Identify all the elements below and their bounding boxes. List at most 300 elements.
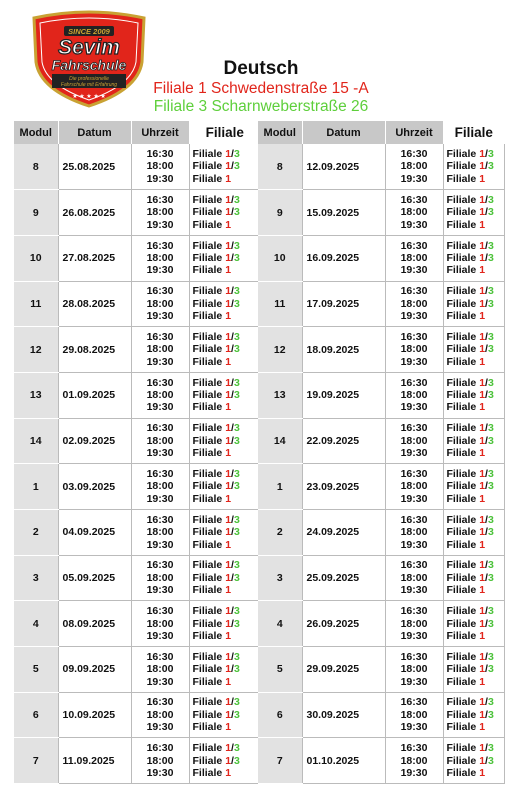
- branch-1-marker: 1: [225, 605, 232, 618]
- time-slot: 18:00: [146, 754, 174, 767]
- modul-cell: 11: [14, 281, 58, 327]
- col-header-filiale: Filiale: [189, 121, 260, 144]
- table-row: [14, 418, 260, 464]
- branch-3-marker: 3: [487, 206, 494, 219]
- datum-cell: 24.09.2025: [302, 510, 385, 556]
- branch-1-marker: 1: [225, 571, 232, 584]
- filiale-word: Filiale: [192, 629, 223, 642]
- filiale-cell: [189, 235, 260, 281]
- branch-separator: /: [485, 193, 488, 206]
- filiale-word: Filiale: [446, 754, 477, 767]
- branch-separator: /: [231, 696, 234, 709]
- time-slot: 16:30: [400, 559, 428, 572]
- filiale-word: Filiale: [446, 571, 477, 584]
- filiale-word: Filiale: [192, 754, 223, 767]
- filiale-line: [193, 377, 260, 389]
- time-slot: 18:00: [400, 708, 428, 721]
- filiale-word: Filiale: [446, 160, 477, 173]
- filiale-cell: [189, 464, 260, 510]
- filiale-line: [193, 148, 260, 160]
- branch-1-marker: 1: [225, 754, 232, 767]
- table-row: [258, 647, 504, 693]
- branch-3-marker: 3: [487, 285, 494, 298]
- filiale-word: Filiale: [446, 172, 477, 185]
- modul-cell: 14: [14, 418, 58, 464]
- time-slot: 18:00: [146, 389, 174, 402]
- filiale-word: Filiale: [192, 389, 223, 402]
- uhrzeit-cell: [385, 372, 443, 418]
- modul-cell: 9: [14, 190, 58, 236]
- filiale-word: Filiale: [192, 252, 223, 265]
- uhrzeit-cell: [385, 190, 443, 236]
- branch-3-marker: 3: [487, 389, 494, 402]
- branch-1-marker: 1: [479, 663, 486, 676]
- time-slot: 18:00: [400, 434, 428, 447]
- branch-1-marker: 1: [479, 526, 486, 539]
- filiale-line: [447, 343, 504, 355]
- sevim-fahrschule-logo: [26, 10, 152, 108]
- filiale-word: Filiale: [192, 696, 223, 709]
- branch-1-marker: 1: [225, 650, 232, 663]
- filiale-line: [447, 709, 504, 721]
- branch-1-marker: 1: [225, 492, 232, 505]
- time-slot: 19:30: [400, 264, 428, 277]
- filiale-cell: [189, 601, 260, 647]
- branch-separator: /: [485, 605, 488, 618]
- filiale-line: [447, 767, 504, 779]
- branch-3-marker: 3: [487, 708, 494, 721]
- branch-3-marker: 3: [487, 754, 494, 767]
- time-slot: 16:30: [400, 605, 428, 618]
- filiale-line: [447, 148, 504, 160]
- filiale-word: Filiale: [446, 742, 477, 755]
- filiale-cell: [189, 510, 260, 556]
- filiale-line: [447, 618, 504, 630]
- branch-3-marker: 3: [233, 526, 240, 539]
- filiale-line: [447, 310, 504, 322]
- branch-separator: /: [231, 147, 234, 160]
- uhrzeit-cell: [385, 555, 443, 601]
- branch-1-marker: 1: [225, 513, 232, 526]
- time-slot: 18:00: [146, 663, 174, 676]
- branch-1-marker: 1: [479, 571, 486, 584]
- uhrzeit-cell: [131, 510, 189, 556]
- filiale-word: Filiale: [446, 343, 477, 356]
- branch-separator: /: [485, 343, 488, 356]
- filiale-word: Filiale: [192, 650, 223, 663]
- table-row: [14, 235, 260, 281]
- time-slot: 19:30: [400, 721, 428, 734]
- filiale-word: Filiale: [446, 401, 477, 414]
- modul-cell: 12: [14, 327, 58, 373]
- filiale-word: Filiale: [446, 584, 477, 597]
- uhrzeit-cell: [131, 144, 189, 190]
- datum-cell: 08.09.2025: [58, 601, 131, 647]
- modul-cell: 4: [258, 601, 302, 647]
- branch-1-marker: 1: [225, 422, 232, 435]
- datum-cell: 29.08.2025: [58, 327, 131, 373]
- branch-separator: /: [485, 160, 488, 173]
- branch-1-marker: 1: [225, 252, 232, 265]
- table-row: [258, 510, 504, 556]
- branch-3-marker: 3: [233, 239, 240, 252]
- time-slot: 19:30: [146, 172, 174, 185]
- branch-3-marker: 3: [487, 193, 494, 206]
- time-slot: 16:30: [400, 376, 428, 389]
- branch-3-marker: 3: [487, 468, 494, 481]
- uhrzeit-cell: [385, 144, 443, 190]
- datum-cell: 28.08.2025: [58, 281, 131, 327]
- table-row: [14, 372, 260, 418]
- branch-3-marker: 3: [487, 617, 494, 630]
- time-slot: 19:30: [146, 492, 174, 505]
- time-slot: 18:00: [400, 617, 428, 630]
- filiale-word: Filiale: [446, 389, 477, 402]
- filiale-line: [193, 447, 260, 459]
- branch-3-marker: 3: [233, 285, 240, 298]
- modul-cell: 14: [258, 418, 302, 464]
- datum-cell: 04.09.2025: [58, 510, 131, 556]
- filiale-line: [193, 618, 260, 630]
- time-slot: 18:00: [146, 297, 174, 310]
- filiale-word: Filiale: [446, 650, 477, 663]
- time-slot: 19:30: [400, 584, 428, 597]
- branch-3-address: Filiale 3 Scharnweberstraße 26: [153, 98, 369, 115]
- filiale-cell: [443, 327, 504, 373]
- time-slot: 19:30: [400, 172, 428, 185]
- uhrzeit-cell: [385, 738, 443, 784]
- filiale-cell: [189, 144, 260, 190]
- branch-separator: /: [231, 160, 234, 173]
- filiale-line: [193, 206, 260, 218]
- time-slot: 18:00: [400, 206, 428, 219]
- filiale-word: Filiale: [446, 721, 477, 734]
- branch-1-marker: 1: [479, 193, 486, 206]
- filiale-line: [447, 559, 504, 571]
- datum-cell: 03.09.2025: [58, 464, 131, 510]
- branch-3-marker: 3: [487, 480, 494, 493]
- branch-1-marker: 1: [225, 696, 232, 709]
- time-slot: 18:00: [400, 343, 428, 356]
- uhrzeit-cell: [385, 692, 443, 738]
- time-slot: 16:30: [146, 239, 174, 252]
- logo-since-text: SINCE 2009: [68, 27, 110, 36]
- datum-cell: 10.09.2025: [58, 692, 131, 738]
- filiale-cell: [189, 738, 260, 784]
- branch-1-marker: 1: [225, 708, 232, 721]
- filiale-line: [193, 584, 260, 596]
- branch-separator: /: [485, 559, 488, 572]
- table-row: [14, 144, 260, 190]
- branch-1-marker: 1: [479, 252, 486, 265]
- branch-separator: /: [231, 754, 234, 767]
- branch-separator: /: [485, 297, 488, 310]
- filiale-word: Filiale: [446, 355, 477, 368]
- filiale-word: Filiale: [446, 526, 477, 539]
- branch-separator: /: [485, 663, 488, 676]
- table-row: [258, 692, 504, 738]
- time-slot: 18:00: [146, 343, 174, 356]
- branch-1-marker: 1: [225, 629, 232, 642]
- branch-1-marker: 1: [479, 675, 486, 688]
- col-header-datum: Datum: [302, 121, 385, 144]
- uhrzeit-cell: [131, 464, 189, 510]
- time-slot: 19:30: [400, 492, 428, 505]
- datum-cell: 29.09.2025: [302, 647, 385, 693]
- branch-1-marker: 1: [479, 264, 486, 277]
- modul-cell: 6: [14, 692, 58, 738]
- branch-3-marker: 3: [233, 343, 240, 356]
- filiale-word: Filiale: [192, 721, 223, 734]
- schedule-body-left: [14, 144, 260, 784]
- filiale-word: Filiale: [192, 617, 223, 630]
- branch-3-marker: 3: [233, 480, 240, 493]
- modul-cell: 8: [14, 144, 58, 190]
- filiale-line: [447, 696, 504, 708]
- filiale-word: Filiale: [446, 285, 477, 298]
- filiale-line: [447, 514, 504, 526]
- branch-1-marker: 1: [225, 538, 232, 551]
- schedule-table-left: [14, 121, 261, 784]
- branch-3-marker: 3: [233, 650, 240, 663]
- modul-cell: 8: [258, 144, 302, 190]
- filiale-line: [447, 676, 504, 688]
- branch-separator: /: [231, 389, 234, 402]
- modul-cell: 1: [258, 464, 302, 510]
- filiale-word: Filiale: [446, 330, 477, 343]
- time-slot: 18:00: [146, 160, 174, 173]
- branch-1-marker: 1: [225, 285, 232, 298]
- datum-cell: 25.08.2025: [58, 144, 131, 190]
- time-slot: 18:00: [400, 252, 428, 265]
- filiale-word: Filiale: [192, 480, 223, 493]
- time-slot: 18:00: [400, 480, 428, 493]
- time-slot: 16:30: [146, 285, 174, 298]
- branch-1-marker: 1: [479, 355, 486, 368]
- filiale-cell: [189, 327, 260, 373]
- filiale-cell: [443, 601, 504, 647]
- branch-1-marker: 1: [225, 376, 232, 389]
- time-slot: 16:30: [400, 285, 428, 298]
- branch-3-marker: 3: [233, 434, 240, 447]
- branch-1-marker: 1: [479, 766, 486, 779]
- filiale-word: Filiale: [192, 675, 223, 688]
- col-header-filiale: Filiale: [443, 121, 504, 144]
- branch-separator: /: [231, 343, 234, 356]
- branch-3-marker: 3: [233, 252, 240, 265]
- branch-separator: /: [231, 468, 234, 481]
- filiale-word: Filiale: [192, 571, 223, 584]
- branch-1-marker: 1: [225, 193, 232, 206]
- filiale-line: [447, 651, 504, 663]
- uhrzeit-cell: [131, 327, 189, 373]
- time-slot: 19:30: [146, 355, 174, 368]
- time-slot: 16:30: [146, 605, 174, 618]
- filiale-line: [447, 468, 504, 480]
- branch-separator: /: [485, 650, 488, 663]
- filiale-line: [447, 389, 504, 401]
- table-row: [14, 692, 260, 738]
- uhrzeit-cell: [131, 647, 189, 693]
- datum-cell: 26.09.2025: [302, 601, 385, 647]
- modul-cell: 5: [258, 647, 302, 693]
- branch-separator: /: [485, 571, 488, 584]
- filiale-line: [193, 676, 260, 688]
- filiale-line: [447, 160, 504, 172]
- branch-separator: /: [231, 571, 234, 584]
- branch-1-marker: 1: [225, 147, 232, 160]
- table-row: [14, 190, 260, 236]
- branch-1-marker: 1: [479, 343, 486, 356]
- filiale-line: [193, 219, 260, 231]
- filiale-cell: [443, 464, 504, 510]
- time-slot: 18:00: [400, 526, 428, 539]
- branch-separator: /: [231, 708, 234, 721]
- modul-cell: 2: [258, 510, 302, 556]
- branch-1-marker: 1: [225, 297, 232, 310]
- filiale-word: Filiale: [192, 330, 223, 343]
- datum-cell: 18.09.2025: [302, 327, 385, 373]
- filiale-word: Filiale: [192, 264, 223, 277]
- filiale-word: Filiale: [192, 310, 223, 323]
- branch-separator: /: [231, 285, 234, 298]
- filiale-word: Filiale: [446, 447, 477, 460]
- branch-3-marker: 3: [233, 389, 240, 402]
- filiale-line: [193, 559, 260, 571]
- filiale-word: Filiale: [192, 492, 223, 505]
- filiale-word: Filiale: [192, 206, 223, 219]
- filiale-line: [447, 721, 504, 733]
- filiale-word: Filiale: [192, 663, 223, 676]
- filiale-line: [447, 742, 504, 754]
- filiale-line: [447, 493, 504, 505]
- filiale-word: Filiale: [192, 468, 223, 481]
- uhrzeit-cell: [385, 281, 443, 327]
- table-row: [258, 738, 504, 784]
- branch-1-marker: 1: [225, 434, 232, 447]
- filiale-cell: [189, 418, 260, 464]
- time-slot: 18:00: [146, 206, 174, 219]
- branch-1-marker: 1: [225, 742, 232, 755]
- branch-3-marker: 3: [487, 742, 494, 755]
- branch-3-marker: 3: [487, 559, 494, 572]
- branch-1-marker: 1: [479, 468, 486, 481]
- filiale-line: [193, 389, 260, 401]
- branch-1-marker: 1: [225, 218, 232, 231]
- branch-3-marker: 3: [233, 206, 240, 219]
- uhrzeit-cell: [131, 418, 189, 464]
- filiale-cell: [443, 281, 504, 327]
- datum-cell: 02.09.2025: [58, 418, 131, 464]
- filiale-line: [447, 194, 504, 206]
- branch-separator: /: [485, 742, 488, 755]
- filiale-line: [447, 173, 504, 185]
- filiale-word: Filiale: [192, 742, 223, 755]
- branch-separator: /: [485, 754, 488, 767]
- filiale-line: [447, 206, 504, 218]
- time-slot: 19:30: [146, 675, 174, 688]
- time-slot: 19:30: [146, 584, 174, 597]
- branch-1-marker: 1: [225, 389, 232, 402]
- datum-cell: 25.09.2025: [302, 555, 385, 601]
- filiale-word: Filiale: [446, 468, 477, 481]
- branch-3-marker: 3: [233, 468, 240, 481]
- table-row: [14, 601, 260, 647]
- branch-1-marker: 1: [479, 285, 486, 298]
- datum-cell: 19.09.2025: [302, 372, 385, 418]
- filiale-word: Filiale: [446, 538, 477, 551]
- col-header-modul: Modul: [258, 121, 302, 144]
- branch-3-marker: 3: [233, 571, 240, 584]
- branch-separator: /: [485, 468, 488, 481]
- filiale-line: [193, 493, 260, 505]
- filiale-cell: [443, 190, 504, 236]
- filiale-cell: [443, 647, 504, 693]
- branch-1-marker: 1: [225, 355, 232, 368]
- time-slot: 19:30: [146, 218, 174, 231]
- branch-1-marker: 1: [225, 310, 232, 323]
- time-slot: 16:30: [146, 330, 174, 343]
- branch-1-marker: 1: [479, 447, 486, 460]
- time-slot: 19:30: [146, 401, 174, 414]
- modul-cell: 13: [258, 372, 302, 418]
- branch-1-marker: 1: [479, 650, 486, 663]
- filiale-word: Filiale: [192, 218, 223, 231]
- filiale-line: [447, 480, 504, 492]
- filiale-line: [193, 526, 260, 538]
- branch-3-marker: 3: [487, 605, 494, 618]
- branch-1-marker: 1: [225, 239, 232, 252]
- branch-3-marker: 3: [233, 160, 240, 173]
- branch-separator: /: [231, 559, 234, 572]
- branch-3-marker: 3: [487, 252, 494, 265]
- filiale-line: [193, 651, 260, 663]
- filiale-line: [447, 605, 504, 617]
- filiale-word: Filiale: [446, 310, 477, 323]
- filiale-line: [193, 572, 260, 584]
- filiale-word: Filiale: [192, 513, 223, 526]
- filiale-word: Filiale: [192, 297, 223, 310]
- table-row: [258, 190, 504, 236]
- branch-1-marker: 1: [479, 708, 486, 721]
- branch-3-marker: 3: [487, 297, 494, 310]
- table-row: [258, 601, 504, 647]
- branch-separator: /: [485, 513, 488, 526]
- branch-1-marker: 1: [479, 389, 486, 402]
- branch-1-marker: 1: [225, 264, 232, 277]
- filiale-word: Filiale: [446, 193, 477, 206]
- col-header-uhrzeit: Uhrzeit: [385, 121, 443, 144]
- filiale-line: [193, 240, 260, 252]
- filiale-cell: [189, 647, 260, 693]
- modul-cell: 13: [14, 372, 58, 418]
- branch-3-marker: 3: [487, 663, 494, 676]
- filiale-cell: [189, 190, 260, 236]
- filiale-word: Filiale: [192, 559, 223, 572]
- datum-cell: 22.09.2025: [302, 418, 385, 464]
- datum-cell: 15.09.2025: [302, 190, 385, 236]
- time-slot: 18:00: [400, 389, 428, 402]
- filiale-word: Filiale: [446, 297, 477, 310]
- time-slot: 16:30: [400, 330, 428, 343]
- filiale-cell: [443, 738, 504, 784]
- time-slot: 19:30: [146, 538, 174, 551]
- modul-cell: 12: [258, 327, 302, 373]
- filiale-word: Filiale: [446, 559, 477, 572]
- modul-cell: 7: [258, 738, 302, 784]
- time-slot: 16:30: [400, 650, 428, 663]
- branch-separator: /: [485, 330, 488, 343]
